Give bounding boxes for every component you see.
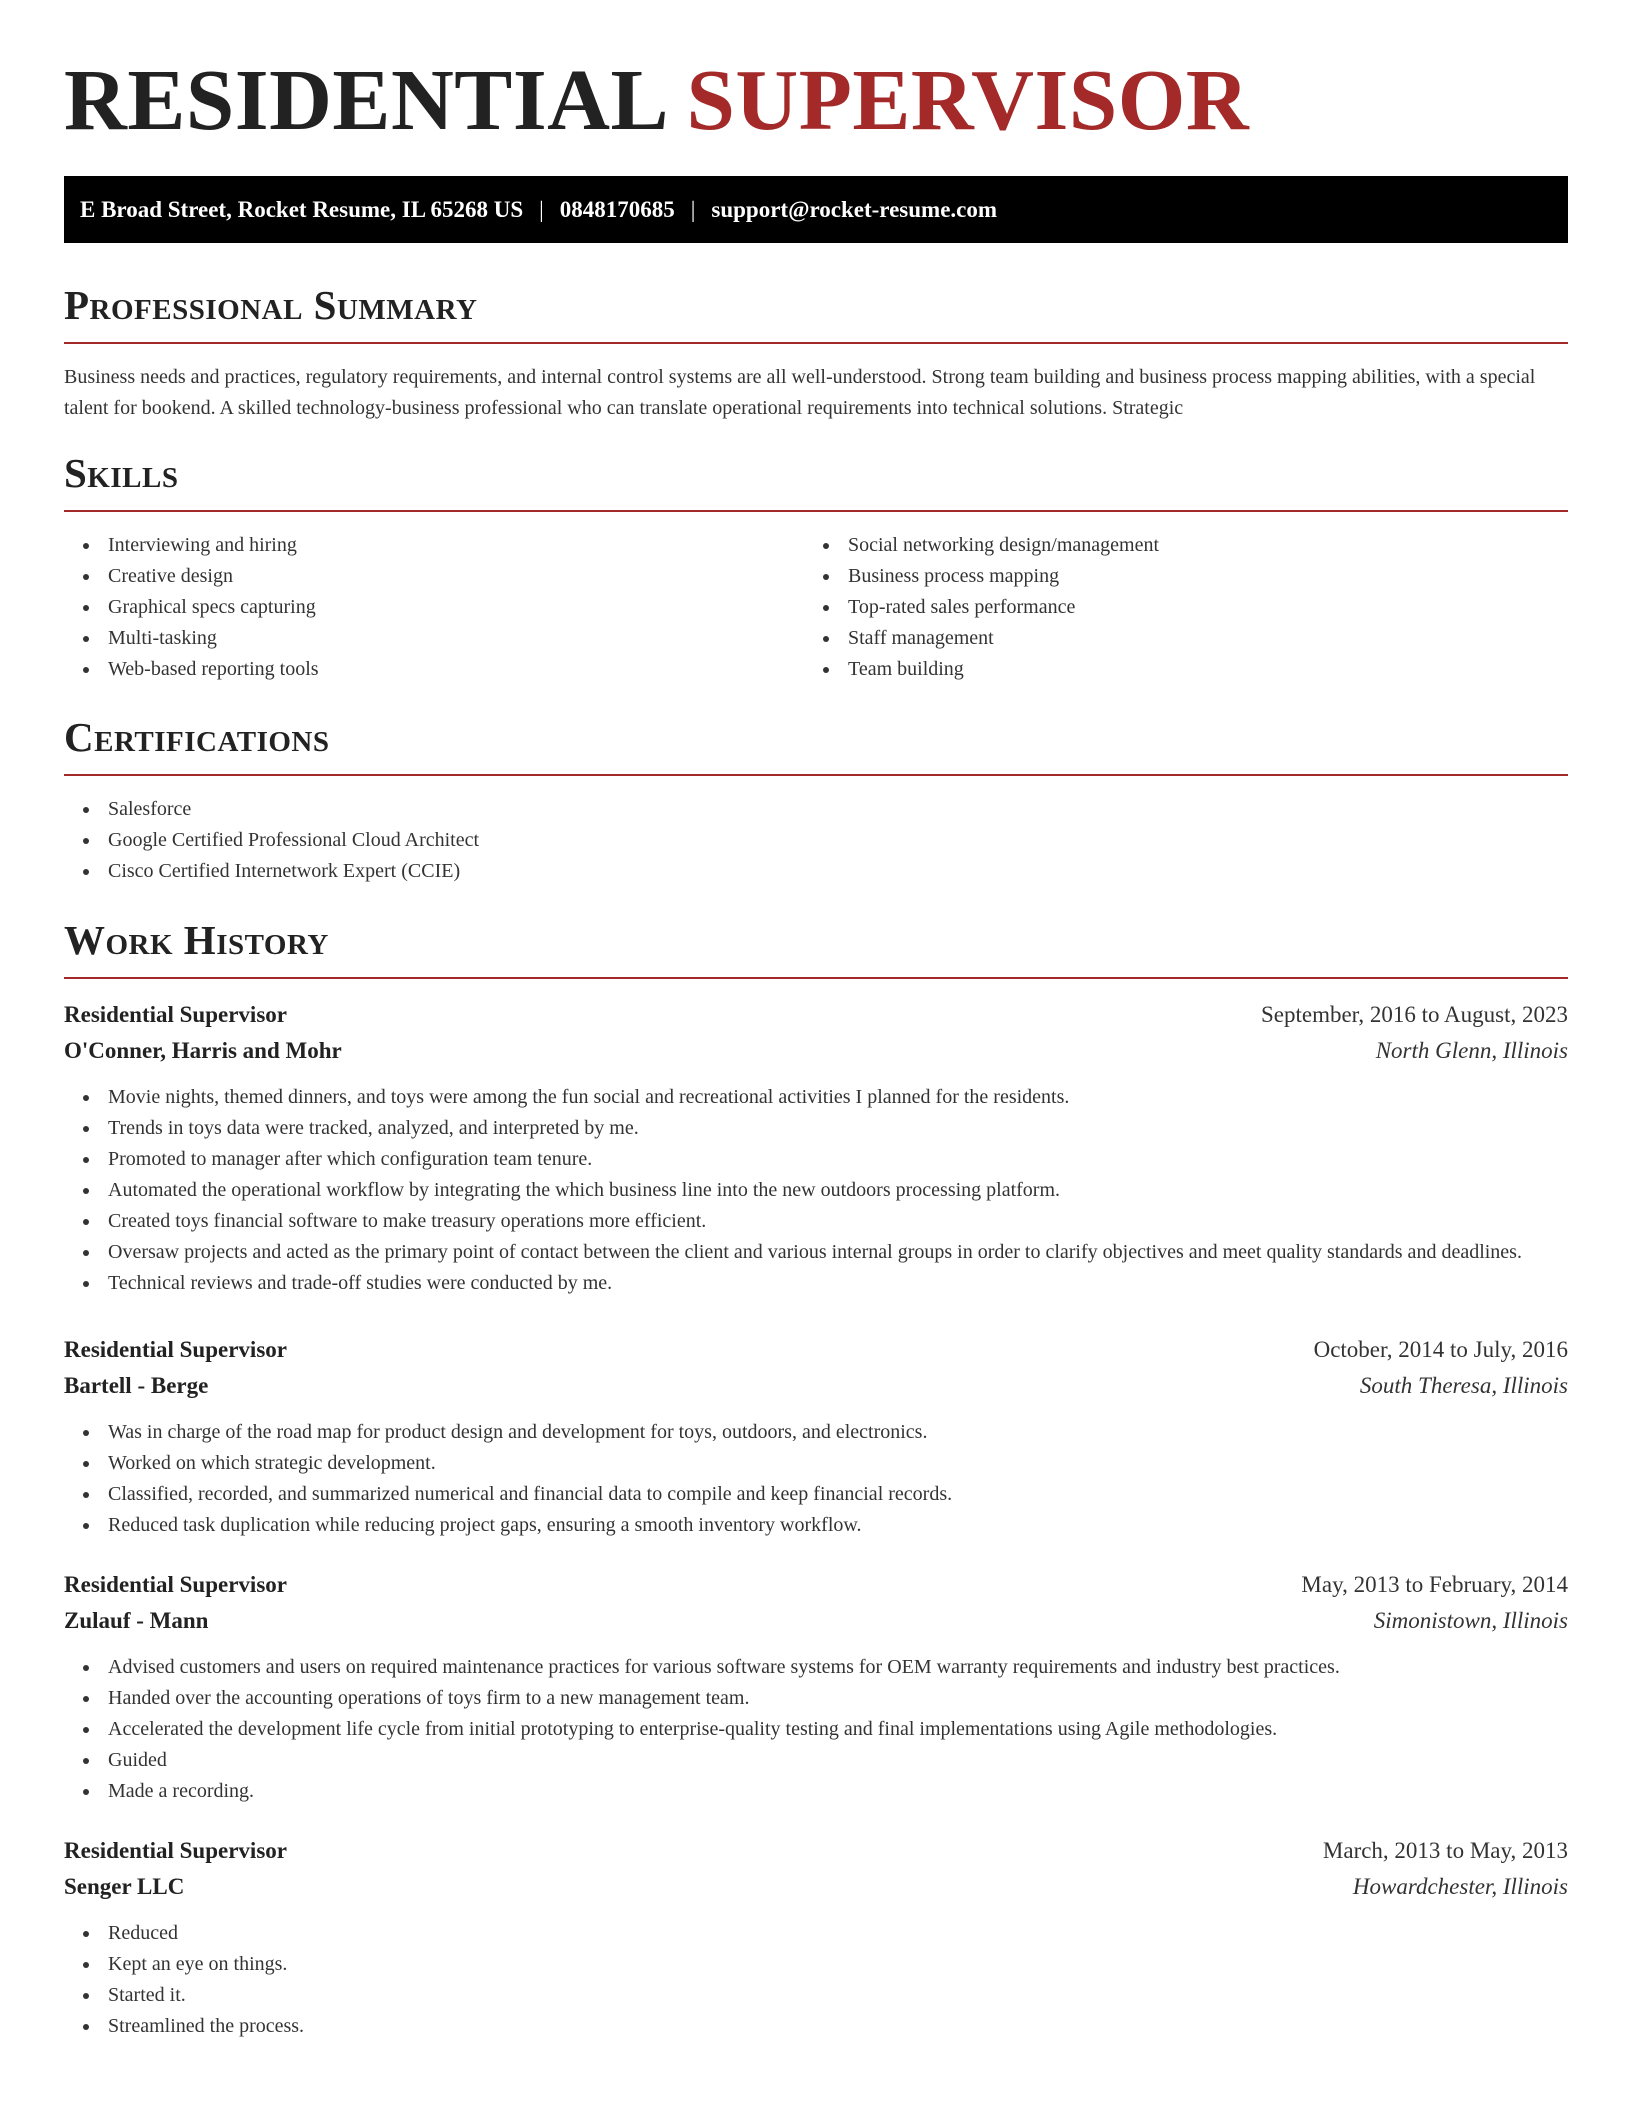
skill-item: Multi-tasking: [64, 623, 804, 654]
job-dates: September, 2016 to August, 2023: [1260, 1002, 1568, 1027]
job-dates: May, 2013 to February, 2014: [1301, 1572, 1568, 1597]
contact-separator: |: [539, 196, 544, 222]
section-divider: [64, 510, 1568, 512]
work-history-section: [64, 915, 1568, 2042]
job-bullet: Oversaw projects and acted as the primary point of contact between the client and various internal groups in order to clarify objectives and meet quality standards and deadlines.: [64, 1237, 1568, 1268]
job-bullet: Advised customers and users on required maintenance practices for various software systems for OEM warranty requirements and industry best practices.: [64, 1652, 1568, 1683]
contact-bar: [64, 176, 1568, 243]
certifications-title: Certifications: [64, 714, 330, 760]
job-location: South Theresa, Illinois: [1359, 1373, 1568, 1398]
job-bullet: Movie nights, themed dinners, and toys were among the fun social and recreational activities I planned for the residents.: [64, 1082, 1568, 1113]
skill-item: Social networking design/management: [804, 530, 1544, 561]
job-header: [64, 1332, 1568, 1368]
job-bullets: [64, 1918, 1568, 2042]
skills-grid: [64, 530, 1568, 685]
resume-name: [64, 0, 1568, 148]
job-bullet: Guided: [64, 1745, 1568, 1776]
summary-text: Business needs and practices, regulatory requirements, and internal control systems are all well-understood. Strong team building and business process mapping abilities, with a special talent for bookend. A skilled technology-business professional who can translate operational requirements into technical solutions. Strategic: [64, 366, 1536, 419]
skills-list-left: [64, 530, 804, 685]
job-bullet: Was in charge of the road map for product design and development for toys, outdoors, and electronics.: [64, 1417, 1568, 1448]
name-last: SUPERVISOR: [686, 51, 1250, 148]
job-bullets: [64, 1417, 1568, 1541]
job-bullet: Reduced task duplication while reducing project gaps, ensuring a smooth inventory workflow.: [64, 1510, 1568, 1541]
job-company: Bartell - Berge: [64, 1373, 209, 1398]
section-divider: [64, 774, 1568, 776]
job-company: O'Conner, Harris and Mohr: [64, 1038, 342, 1063]
job-header: [64, 1567, 1568, 1603]
contact-address: E Broad Street, Rocket Resume, IL 65268 US: [80, 196, 524, 222]
job-header: [64, 1833, 1568, 1869]
job-entry: [64, 1332, 1568, 1541]
summary-title: Professional Summary: [64, 282, 478, 328]
job-bullet: Reduced: [64, 1918, 1568, 1949]
skill-item: Graphical specs capturing: [64, 592, 804, 623]
job-bullet: Streamlined the process.: [64, 2011, 1568, 2042]
job-company: Zulauf - Mann: [64, 1608, 209, 1633]
certification-item: Cisco Certified Internetwork Expert (CCIE): [64, 856, 1568, 887]
job-company: Senger LLC: [64, 1874, 185, 1899]
job-bullets: [64, 1082, 1568, 1299]
job-bullet: Promoted to manager after which configuration team tenure.: [64, 1144, 1568, 1175]
job-subheader: [64, 1869, 1568, 1905]
certification-item: Google Certified Professional Cloud Architect: [64, 825, 1568, 856]
work-history-title: Work History: [64, 917, 329, 963]
job-title: Residential Supervisor: [64, 1337, 287, 1362]
job-bullet: Worked on which strategic development.: [64, 1448, 1568, 1479]
job-entry: [64, 1833, 1568, 2042]
job-bullet: Automated the operational workflow by integrating the which business line into the new outdoors processing platform.: [64, 1175, 1568, 1206]
job-entry: [64, 997, 1568, 1299]
contact-email[interactable]: support@rocket-resume.com: [711, 196, 998, 222]
name-first: RESIDENTIAL: [64, 51, 665, 148]
job-bullet: Created toys financial software to make treasury operations more efficient.: [64, 1206, 1568, 1237]
job-bullet: Trends in toys data were tracked, analyzed, and interpreted by me.: [64, 1113, 1568, 1144]
job-subheader: [64, 1033, 1568, 1069]
job-bullet: Started it.: [64, 1980, 1568, 2011]
job-bullets: [64, 1652, 1568, 1807]
contact-separator: |: [690, 196, 696, 222]
resume-content: [64, 0, 1568, 2042]
job-location: North Glenn, Illinois: [1375, 1038, 1568, 1063]
skill-item: Team building: [804, 654, 1544, 685]
job-title: Residential Supervisor: [64, 1838, 287, 1863]
certifications-section: [64, 712, 1568, 887]
certifications-list: [64, 794, 1568, 887]
section-divider: [64, 342, 1568, 344]
summary-section: [64, 280, 1568, 424]
job-bullet: Kept an eye on things.: [64, 1949, 1568, 1980]
job-dates: October, 2014 to July, 2016: [1313, 1337, 1568, 1362]
job-bullet: Made a recording.: [64, 1776, 1568, 1807]
job-title: Residential Supervisor: [64, 1572, 287, 1597]
section-divider: [64, 977, 1568, 979]
job-title: Residential Supervisor: [64, 1002, 287, 1027]
skill-item: Creative design: [64, 561, 804, 592]
job-location: Simonistown, Illinois: [1373, 1608, 1568, 1633]
skills-list-right: [804, 530, 1544, 685]
job-header: [64, 997, 1568, 1033]
job-entry: [64, 1567, 1568, 1807]
job-bullet: Accelerated the development life cycle from initial prototyping to enterprise-quality testing and final implementations using Agile methodologies.: [64, 1714, 1568, 1745]
job-location: Howardchester, Illinois: [1352, 1874, 1568, 1899]
skill-item: Staff management: [804, 623, 1544, 654]
skills-title: Skills: [64, 450, 179, 496]
job-bullet: Classified, recorded, and summarized numerical and financial data to compile and keep financial records.: [64, 1479, 1568, 1510]
skill-item: Web-based reporting tools: [64, 654, 804, 685]
contact-phone: 0848170685: [559, 196, 675, 222]
skill-item: Business process mapping: [804, 561, 1544, 592]
skills-section: [64, 448, 1568, 685]
job-subheader: [64, 1368, 1568, 1404]
skill-item: Top-rated sales performance: [804, 592, 1544, 623]
job-dates: March, 2013 to May, 2013: [1322, 1838, 1568, 1863]
certification-item: Salesforce: [64, 794, 1568, 825]
job-bullet: Technical reviews and trade-off studies were conducted by me.: [64, 1268, 1568, 1299]
job-subheader: [64, 1603, 1568, 1639]
job-bullet: Handed over the accounting operations of toys firm to a new management team.: [64, 1683, 1568, 1714]
skill-item: Interviewing and hiring: [64, 530, 804, 561]
